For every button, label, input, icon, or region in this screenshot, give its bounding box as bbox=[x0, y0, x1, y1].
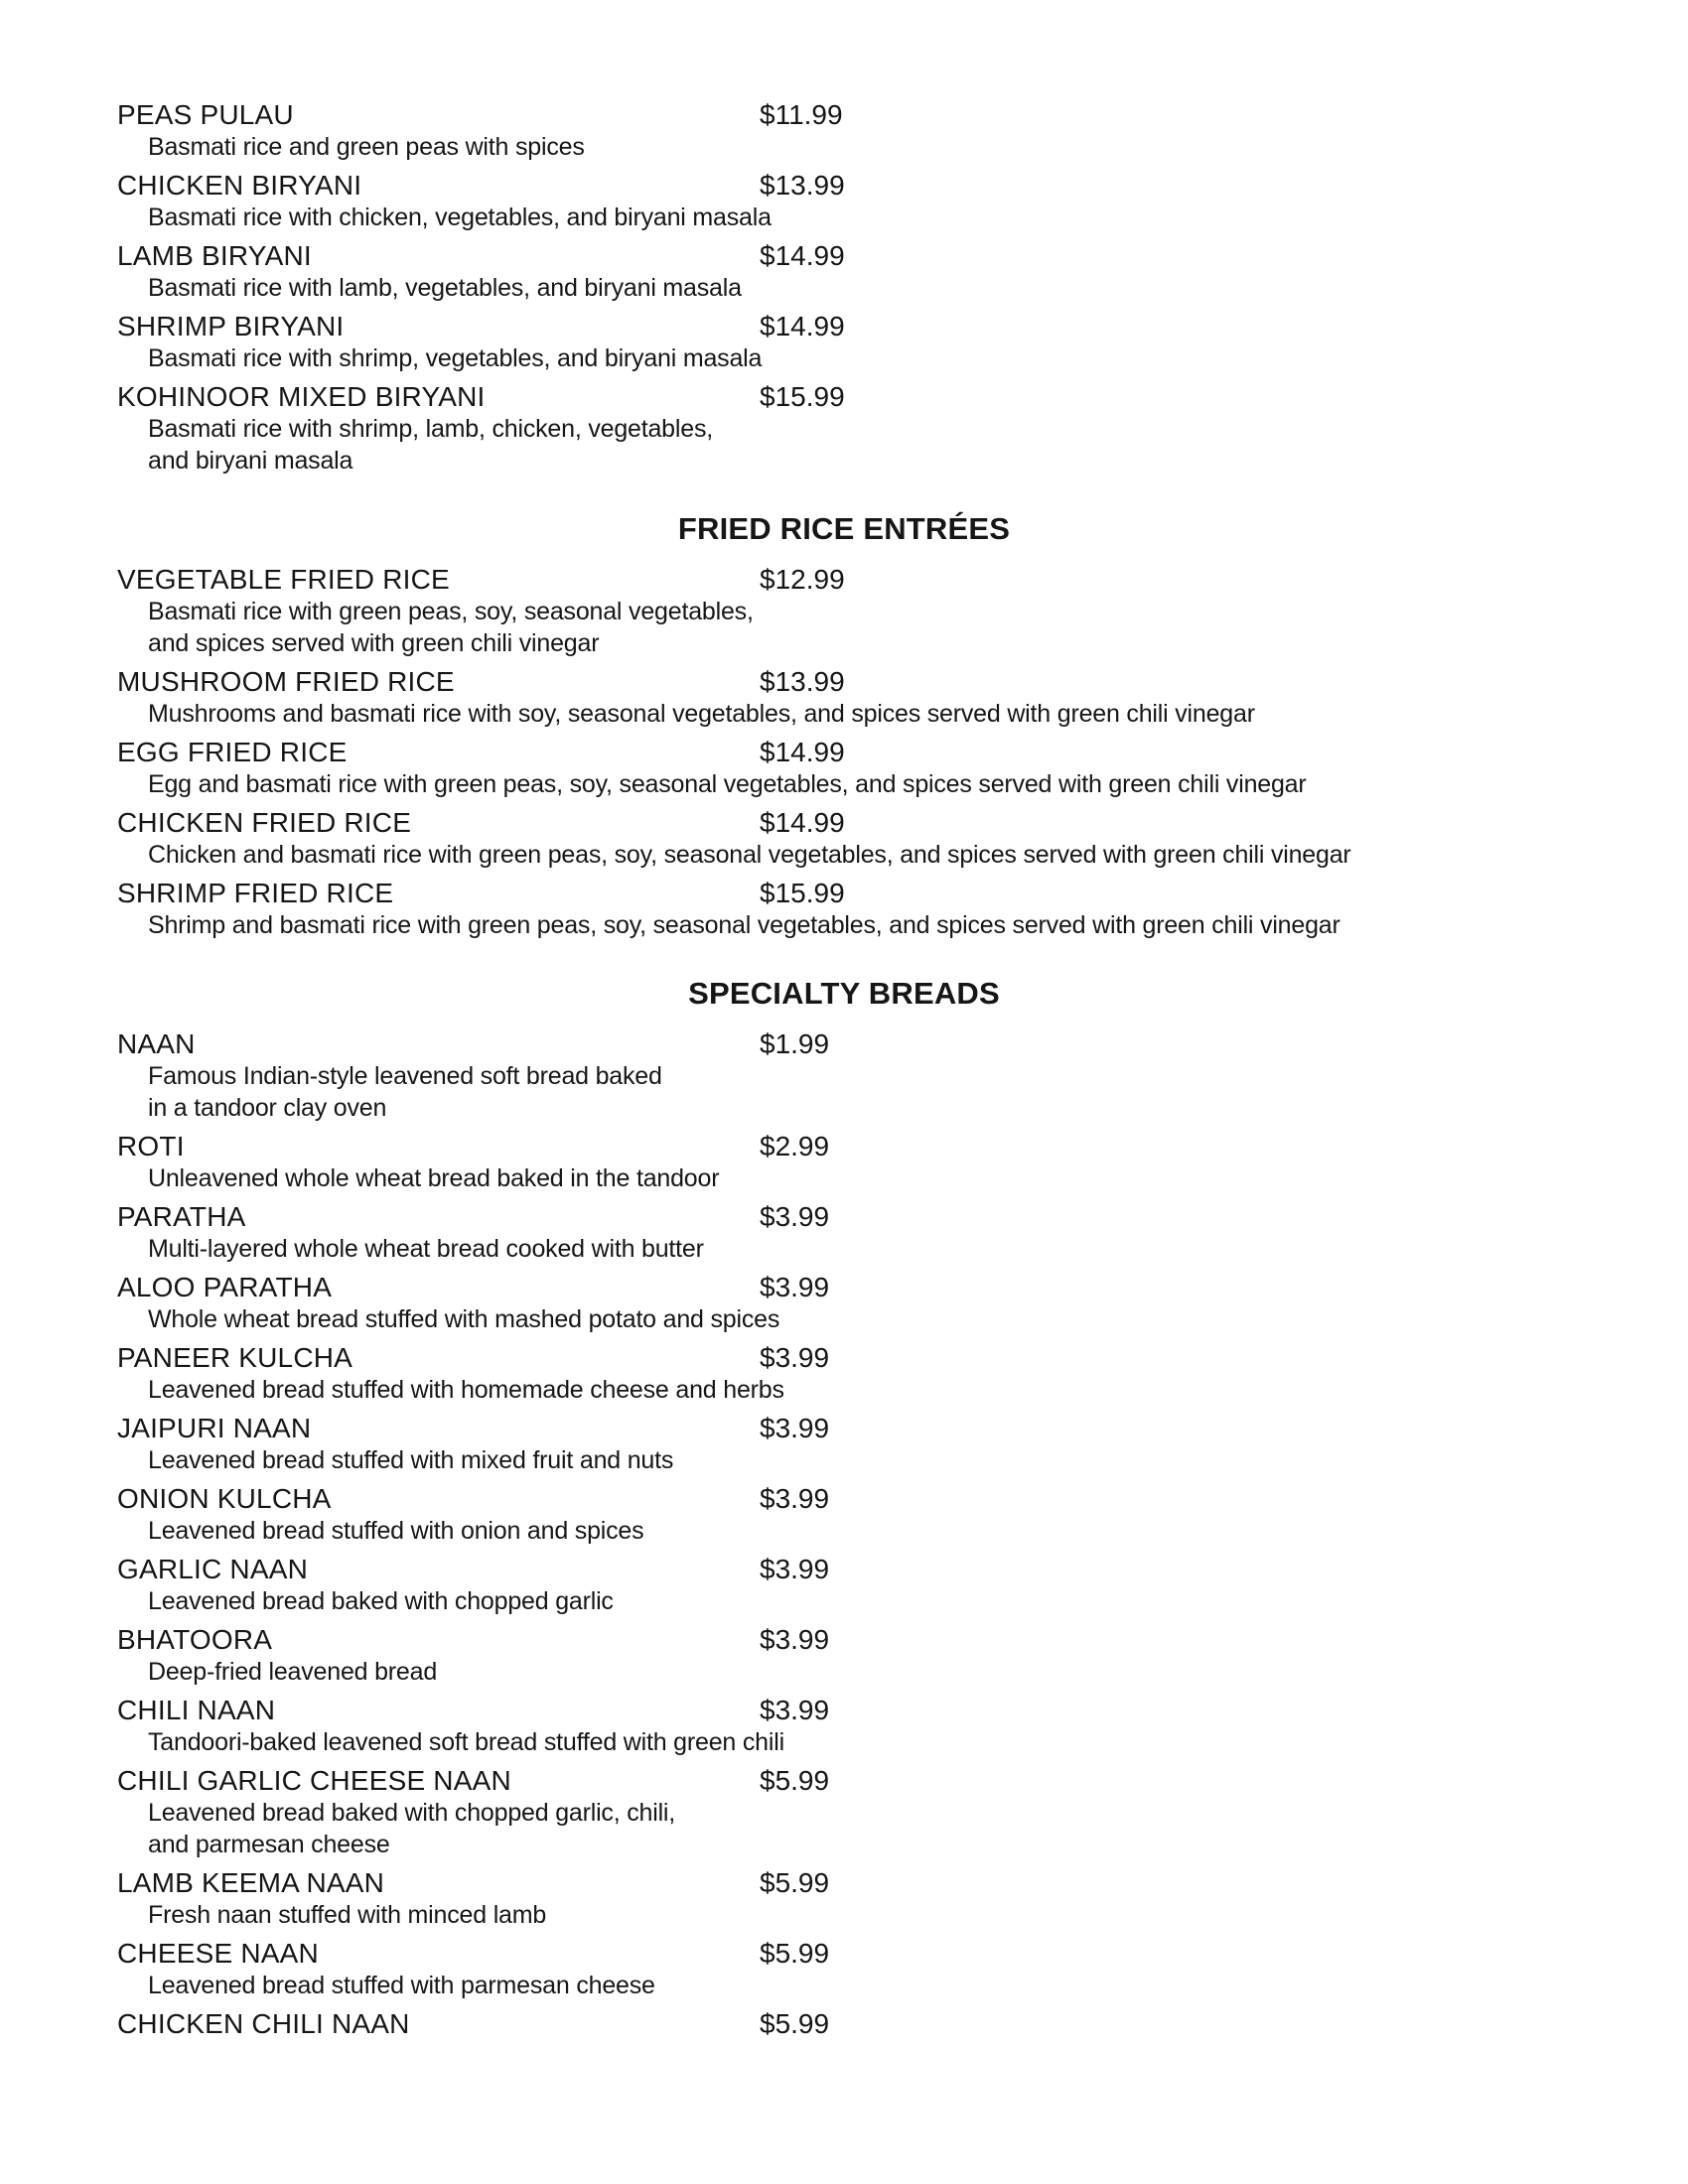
item-name-row bbox=[0, 1624, 1688, 1656]
item-description-line: Basmati rice with green peas, soy, seasonal vegetables, bbox=[148, 598, 754, 625]
item-name: GARLIC NAAN bbox=[117, 1554, 309, 1584]
item-description-line: Leavened bread stuffed with mixed fruit and nuts bbox=[148, 1446, 674, 1474]
item-name: PARATHA bbox=[117, 1201, 246, 1232]
item-name-row bbox=[0, 1765, 1688, 1797]
item-name: LAMB KEEMA NAAN bbox=[117, 1867, 385, 1898]
section-title: SPECIALTY BREADS bbox=[688, 976, 1000, 1011]
item-name: ROTI bbox=[117, 1131, 185, 1161]
item-description-line: Unleavened whole wheat bread baked in the tandoor bbox=[148, 1164, 720, 1192]
item-description-line: Basmati rice with chicken, vegetables, and biryani masala bbox=[148, 204, 772, 231]
item-description-line: and biryani masala bbox=[148, 447, 353, 475]
item-name: ALOO PARATHA bbox=[117, 1272, 333, 1302]
item-name-row bbox=[0, 1413, 1688, 1444]
menu-item bbox=[0, 878, 1688, 941]
item-name-row bbox=[0, 2008, 1688, 2040]
item-name-row bbox=[0, 1201, 1688, 1233]
item-description-line: Leavened bread baked with chopped garlic, chili, bbox=[148, 1799, 676, 1827]
item-name-row bbox=[0, 878, 1688, 909]
menu-item bbox=[0, 1413, 1688, 1476]
item-price: $3.99 bbox=[760, 1554, 830, 1584]
item-description-line: Deep-fried leavened bread bbox=[148, 1658, 438, 1686]
item-name-row bbox=[0, 1028, 1688, 1060]
item-description-line: Leavened bread stuffed with onion and spices bbox=[148, 1517, 644, 1545]
item-price: $3.99 bbox=[760, 1342, 830, 1373]
item-price: $13.99 bbox=[760, 666, 845, 697]
item-name-row bbox=[0, 737, 1688, 768]
menu-item bbox=[0, 1272, 1688, 1335]
menu-item bbox=[0, 1131, 1688, 1194]
item-name: CHICKEN CHILI NAAN bbox=[117, 2008, 410, 2039]
menu-item bbox=[0, 240, 1688, 304]
menu-item bbox=[0, 1483, 1688, 1547]
item-name: BHATOORA bbox=[117, 1624, 273, 1655]
item-name: MUSHROOM FRIED RICE bbox=[117, 666, 455, 697]
item-price: $5.99 bbox=[760, 1867, 830, 1898]
menu-section bbox=[0, 512, 1688, 941]
item-description-line: and parmesan cheese bbox=[148, 1831, 390, 1858]
menu-item bbox=[0, 1867, 1688, 1931]
item-name: CHILI GARLIC CHEESE NAAN bbox=[117, 1765, 511, 1796]
item-name: CHEESE NAAN bbox=[117, 1938, 319, 1969]
menu-item bbox=[0, 564, 1688, 659]
menu-item bbox=[0, 1554, 1688, 1617]
menu-item bbox=[0, 170, 1688, 233]
item-description-line: Leavened bread stuffed with homemade cheese and herbs bbox=[148, 1376, 784, 1404]
item-name-row bbox=[0, 381, 1688, 413]
item-price: $3.99 bbox=[760, 1624, 830, 1655]
item-description-line: Whole wheat bread stuffed with mashed potato and spices bbox=[148, 1305, 780, 1333]
item-price: $5.99 bbox=[760, 1938, 830, 1969]
menu-item bbox=[0, 1201, 1688, 1265]
item-price: $15.99 bbox=[760, 878, 845, 908]
item-description-line: Egg and basmati rice with green peas, soy, seasonal vegetables, and spices served with green chili vinegar bbox=[148, 770, 1307, 798]
item-name-row bbox=[0, 240, 1688, 272]
item-description-line: Famous Indian-style leavened soft bread baked bbox=[148, 1062, 662, 1090]
item-price: $14.99 bbox=[760, 240, 845, 271]
item-description-line: Multi-layered whole wheat bread cooked with butter bbox=[148, 1235, 704, 1263]
item-name: PEAS PULAU bbox=[117, 99, 294, 130]
menu-item bbox=[0, 1624, 1688, 1688]
item-name: CHICKEN FRIED RICE bbox=[117, 807, 412, 838]
item-name-row bbox=[0, 564, 1688, 596]
item-name-row bbox=[0, 666, 1688, 698]
item-name: NAAN bbox=[117, 1028, 196, 1059]
menu-item bbox=[0, 1028, 1688, 1124]
item-price: $15.99 bbox=[760, 381, 845, 412]
item-description-line: Leavened bread baked with chopped garlic bbox=[148, 1587, 614, 1615]
item-description-line: and spices served with green chili vinegar bbox=[148, 629, 600, 657]
item-name-row bbox=[0, 1554, 1688, 1585]
item-price: $3.99 bbox=[760, 1413, 830, 1443]
item-description-line: Basmati rice and green peas with spices bbox=[148, 133, 585, 161]
item-name-row bbox=[0, 1131, 1688, 1162]
menu-item bbox=[0, 807, 1688, 871]
menu-item bbox=[0, 311, 1688, 374]
item-description-line: in a tandoor clay oven bbox=[148, 1094, 387, 1122]
item-name: SHRIMP FRIED RICE bbox=[117, 878, 394, 908]
item-price: $14.99 bbox=[760, 807, 845, 838]
item-name: VEGETABLE FRIED RICE bbox=[117, 564, 450, 595]
item-name: LAMB BIRYANI bbox=[117, 240, 312, 271]
menu-item bbox=[0, 1765, 1688, 1860]
item-price: $3.99 bbox=[760, 1272, 830, 1302]
item-description-line: Basmati rice with shrimp, lamb, chicken, vegetables, bbox=[148, 415, 713, 443]
item-price: $13.99 bbox=[760, 170, 845, 201]
item-name: CHICKEN BIRYANI bbox=[117, 170, 362, 201]
menu-item bbox=[0, 737, 1688, 800]
item-description-line: Chicken and basmati rice with green peas, soy, seasonal vegetables, and spices served with green chili vinegar bbox=[148, 841, 1351, 869]
menu-item bbox=[0, 1342, 1688, 1406]
item-description-line: Fresh naan stuffed with minced lamb bbox=[148, 1901, 547, 1929]
item-price: $2.99 bbox=[760, 1131, 830, 1161]
item-price: $3.99 bbox=[760, 1695, 830, 1725]
item-price: $3.99 bbox=[760, 1201, 830, 1232]
item-description-line: Basmati rice with shrimp, vegetables, and biryani masala bbox=[148, 344, 763, 372]
item-description-line: Basmati rice with lamb, vegetables, and biryani masala bbox=[148, 274, 742, 302]
item-name-row bbox=[0, 1342, 1688, 1374]
section-title: FRIED RICE ENTRÉES bbox=[677, 511, 1011, 546]
menu-section bbox=[0, 977, 1688, 2040]
item-name-row bbox=[0, 1867, 1688, 1899]
item-description-line: Tandoori-baked leavened soft bread stuffed with green chili bbox=[148, 1728, 784, 1756]
item-name-row bbox=[0, 1483, 1688, 1515]
item-price: $5.99 bbox=[760, 2008, 830, 2039]
item-name-row bbox=[0, 99, 1688, 131]
item-price: $5.99 bbox=[760, 1765, 830, 1796]
menu-item bbox=[0, 666, 1688, 730]
item-name: CHILI NAAN bbox=[117, 1695, 276, 1725]
item-name: PANEER KULCHA bbox=[117, 1342, 353, 1373]
item-name-row bbox=[0, 1272, 1688, 1303]
item-name: KOHINOOR MIXED BIRYANI bbox=[117, 381, 486, 412]
item-name: SHRIMP BIRYANI bbox=[117, 311, 345, 341]
item-name-row bbox=[0, 807, 1688, 839]
item-description-line: Shrimp and basmati rice with green peas, soy, seasonal vegetables, and spices served with green chili vinegar bbox=[148, 911, 1340, 939]
menu-item bbox=[0, 99, 1688, 163]
menu-item bbox=[0, 381, 1688, 477]
item-price: $14.99 bbox=[760, 311, 845, 341]
item-name: JAIPURI NAAN bbox=[117, 1413, 312, 1443]
item-description-line: Mushrooms and basmati rice with soy, seasonal vegetables, and spices served with green chili vinegar bbox=[148, 700, 1255, 728]
menu-item bbox=[0, 1695, 1688, 1758]
item-price: $11.99 bbox=[760, 99, 843, 130]
item-name-row bbox=[0, 170, 1688, 202]
item-price: $12.99 bbox=[760, 564, 845, 595]
item-name-row bbox=[0, 311, 1688, 342]
item-name: EGG FRIED RICE bbox=[117, 737, 348, 767]
menu-item bbox=[0, 2008, 1688, 2040]
item-description-line: Leavened bread stuffed with parmesan cheese bbox=[148, 1972, 655, 1999]
menu-section bbox=[0, 99, 1688, 477]
item-price: $3.99 bbox=[760, 1483, 830, 1514]
item-price: $14.99 bbox=[760, 737, 845, 767]
item-price: $1.99 bbox=[760, 1028, 830, 1059]
item-name-row bbox=[0, 1938, 1688, 1970]
item-name: ONION KULCHA bbox=[117, 1483, 332, 1514]
item-name-row bbox=[0, 1695, 1688, 1726]
menu-item bbox=[0, 1938, 1688, 2001]
